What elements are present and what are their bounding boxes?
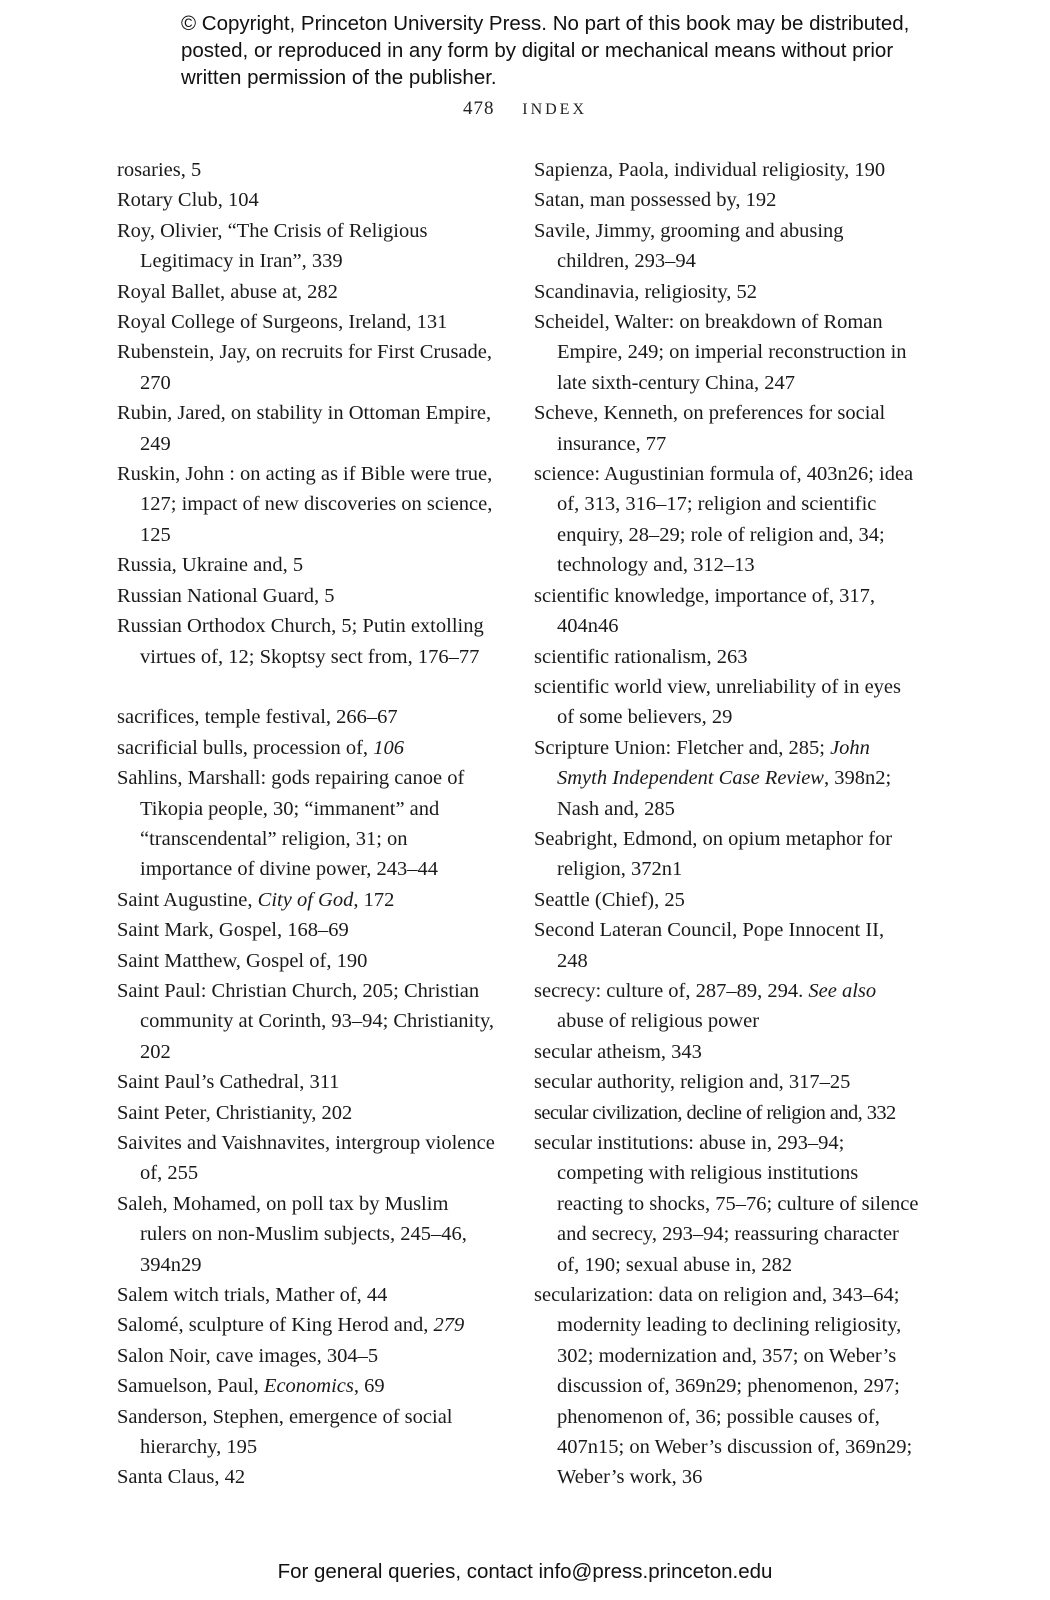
entry-text: Samuelson, Paul,: [117, 1375, 264, 1398]
entry-italic-text: 279: [433, 1314, 465, 1337]
entry-italic-text: John Smyth Independent Case Review: [557, 736, 870, 790]
index-entry: [117, 885, 497, 915]
entry-text: Royal Ballet, abuse at, 282: [117, 280, 338, 303]
index-entry: [534, 307, 919, 398]
index-entry: [117, 185, 497, 215]
entry-text: Saint Mark, Gospel, 168–69: [117, 919, 349, 942]
index-entry: [117, 733, 497, 763]
index-entry: [534, 581, 919, 642]
entry-text-continued: abuse of religious power: [557, 1010, 760, 1033]
index-entry: [534, 976, 919, 1037]
entry-text: Savile, Jimmy, grooming and abusing children, 293–94: [534, 219, 844, 273]
entry-text: Saivites and Vaishnavites, intergroup violence of, 255: [117, 1131, 495, 1185]
entry-text: secular civilization, decline of religion and, 332: [534, 1101, 896, 1124]
index-entry: [117, 459, 497, 550]
index-entry: [117, 307, 497, 337]
entry-text: Saleh, Mohamed, on poll tax by Muslim rulers on non-Muslim subjects, 245–46, 394n29: [117, 1192, 467, 1276]
entry-text: Royal College of Surgeons, Ireland, 131: [117, 311, 448, 334]
index-entry: [534, 398, 919, 459]
entry-text: Rubin, Jared, on stability in Ottoman Empire, 249: [117, 402, 492, 455]
entry-text: Saint Paul’s Cathedral, 311: [117, 1071, 340, 1094]
index-entry: [117, 763, 497, 885]
entry-text: Seattle (Chief), 25: [534, 888, 685, 911]
entry-text: Rotary Club, 104: [117, 189, 259, 212]
footer-contact: For general queries, contact info@press.princeton.edu: [277, 1560, 773, 1583]
index-entry: [117, 1341, 497, 1371]
entry-text: Russia, Ukraine and, 5: [117, 554, 304, 577]
entry-text: Russian Orthodox Church, 5; Putin extolling virtues of, 12; Skoptsy sect from, 176–77: [117, 615, 484, 668]
index-column-left: [117, 155, 497, 1493]
index-entry: [117, 1067, 497, 1097]
entry-text: secular authority, religion and, 317–25: [534, 1071, 851, 1094]
index-entry: [534, 277, 919, 307]
entry-text: scientific world view, unreliability of in eyes of some believers, 29: [534, 675, 901, 729]
entry-text: Scheve, Kenneth, on preferences for social insurance, 77: [534, 402, 886, 455]
entry-text: Ruskin, John : on acting as if Bible were true, 127; impact of new discoveries on science, 125: [117, 463, 493, 546]
entry-text: scientific knowledge, importance of, 317, 404n46: [534, 584, 875, 638]
index-entry: [117, 1371, 497, 1401]
entry-text-continued: , 172: [353, 888, 395, 911]
index-entry: [534, 155, 919, 185]
entry-text: Satan, man possessed by, 192: [534, 189, 777, 212]
index-entry: [117, 702, 497, 732]
entry-text: Saint Augustine,: [117, 888, 258, 911]
entry-text: Saint Matthew, Gospel of, 190: [117, 949, 368, 972]
entry-text: secularization: data on religion and, 343–64; modernity leading to declining religiosity, 302; modernization and, 357; on Weber’s discussion of, 369n29; phenomenon, 297; phenomenon of, 36; possible causes of, 407n15; on Weber’s discussion of, 369n29; Weber’s work, 36: [534, 1284, 913, 1489]
entry-text: Roy, Olivier, “The Crisis of Religious Legitimacy in Iran”, 339: [117, 219, 428, 273]
entry-text: sacrificial bulls, procession of,: [117, 736, 374, 759]
index-entry: [534, 672, 919, 733]
entry-text: Santa Claus, 42: [117, 1466, 246, 1489]
index-column-right: [534, 155, 919, 1493]
entry-text: Sapienza, Paola, individual religiosity, 190: [534, 159, 886, 181]
entry-italic-text: 106: [373, 736, 404, 759]
index-entry: [117, 398, 497, 459]
index-entry: [534, 185, 919, 215]
entry-text: Sanderson, Stephen, emergence of social hierarchy, 195: [117, 1405, 453, 1459]
entry-text: Salem witch trials, Mather of, 44: [117, 1284, 388, 1307]
index-entry: [117, 1280, 497, 1310]
page-number: 478: [462, 98, 495, 119]
entry-text: Scripture Union: Fletcher and, 285;: [534, 736, 831, 759]
index-entry: [534, 885, 919, 915]
copyright-notice: © Copyright, Princeton University Press. No part of this book may be distributed, posted, or reproduced in any form by digital or mechanical means without prior written permission of the publisher.: [181, 12, 910, 89]
section-title: INDEX: [522, 101, 587, 118]
running-head: [0, 98, 1050, 120]
index-entry: [534, 1098, 919, 1128]
index-entry: [534, 459, 919, 581]
index-entry: [117, 1189, 497, 1280]
entry-text: rosaries, 5: [117, 159, 202, 181]
letter-group-gap: [117, 672, 497, 702]
entry-text-continued: , 398n2; Nash and, 285: [557, 767, 892, 820]
index-entry: [117, 976, 497, 1067]
entry-text: science: Augustinian formula of, 403n26; idea of, 313, 316–17; religion and scientific enquiry, 28–29; role of religion and, 34; technology and, 312–13: [534, 463, 914, 577]
index-entry: [117, 337, 497, 398]
entry-text: Sahlins, Marshall: gods repairing canoe of Tikopia people, 30; “immanent” and “transcendental” religion, 31; on importance of divine power, 243–44: [117, 767, 465, 881]
entry-text: Rubenstein, Jay, on recruits for First Crusade, 270: [117, 341, 493, 394]
entry-text: sacrifices, temple festival, 266–67: [117, 706, 398, 729]
entry-italic-text: See also: [808, 979, 877, 1002]
index-entry: [117, 1098, 497, 1128]
entry-text-continued: , 69: [353, 1375, 385, 1398]
index-entry: [117, 1462, 497, 1492]
entry-text: Scandinavia, religiosity, 52: [534, 280, 757, 303]
entry-text: secular institutions: abuse in, 293–94; competing with religious institutions reacting to shocks, 75–76; culture of silence and secrecy, 293–94; reassuring character of, 190; sexual abuse in, 282: [534, 1132, 919, 1276]
index-entry: [117, 1402, 497, 1463]
index-entry: [534, 1037, 919, 1067]
index-entry: [534, 216, 919, 277]
index-entry: [117, 155, 497, 185]
entry-italic-text: Economics: [263, 1375, 354, 1398]
entry-text: Russian National Guard, 5: [117, 584, 335, 607]
index-entry: [534, 824, 919, 885]
index-entry: [117, 1128, 497, 1189]
entry-text: Scheidel, Walter: on breakdown of Roman Empire, 249; on imperial reconstruction in late sixth-century China, 247: [534, 311, 907, 394]
entry-text: Salomé, sculpture of King Herod and,: [117, 1314, 434, 1337]
index-entry: [117, 550, 497, 580]
entry-italic-text: City of God: [257, 888, 354, 911]
index-entry: [117, 581, 497, 611]
index-entry: [534, 642, 919, 672]
entry-text: secular atheism, 343: [534, 1040, 702, 1063]
index-entry: [534, 1128, 919, 1280]
index-entry: [117, 216, 497, 277]
entry-text: Seabright, Edmond, on opium metaphor for religion, 372n1: [534, 827, 893, 881]
index-entry: [534, 733, 919, 824]
index-entry: [117, 1310, 497, 1340]
index-entry: [534, 915, 919, 976]
index-entry: [534, 1280, 919, 1493]
index-entry: [117, 915, 497, 945]
entry-text: secrecy: culture of, 287–89, 294.: [534, 979, 809, 1002]
index-entry: [117, 946, 497, 976]
entry-text: Saint Peter, Christianity, 202: [117, 1101, 353, 1124]
entry-text: Saint Paul: Christian Church, 205; Christian community at Corinth, 93–94; Christianity, 202: [117, 979, 494, 1063]
entry-text: scientific rationalism, 263: [534, 645, 748, 668]
index-entry: [117, 611, 497, 672]
entry-text: Second Lateran Council, Pope Innocent II, 248: [534, 919, 885, 972]
index-entry: [534, 1067, 919, 1097]
index-entry: [117, 277, 497, 307]
entry-text: Salon Noir, cave images, 304–5: [117, 1344, 379, 1367]
